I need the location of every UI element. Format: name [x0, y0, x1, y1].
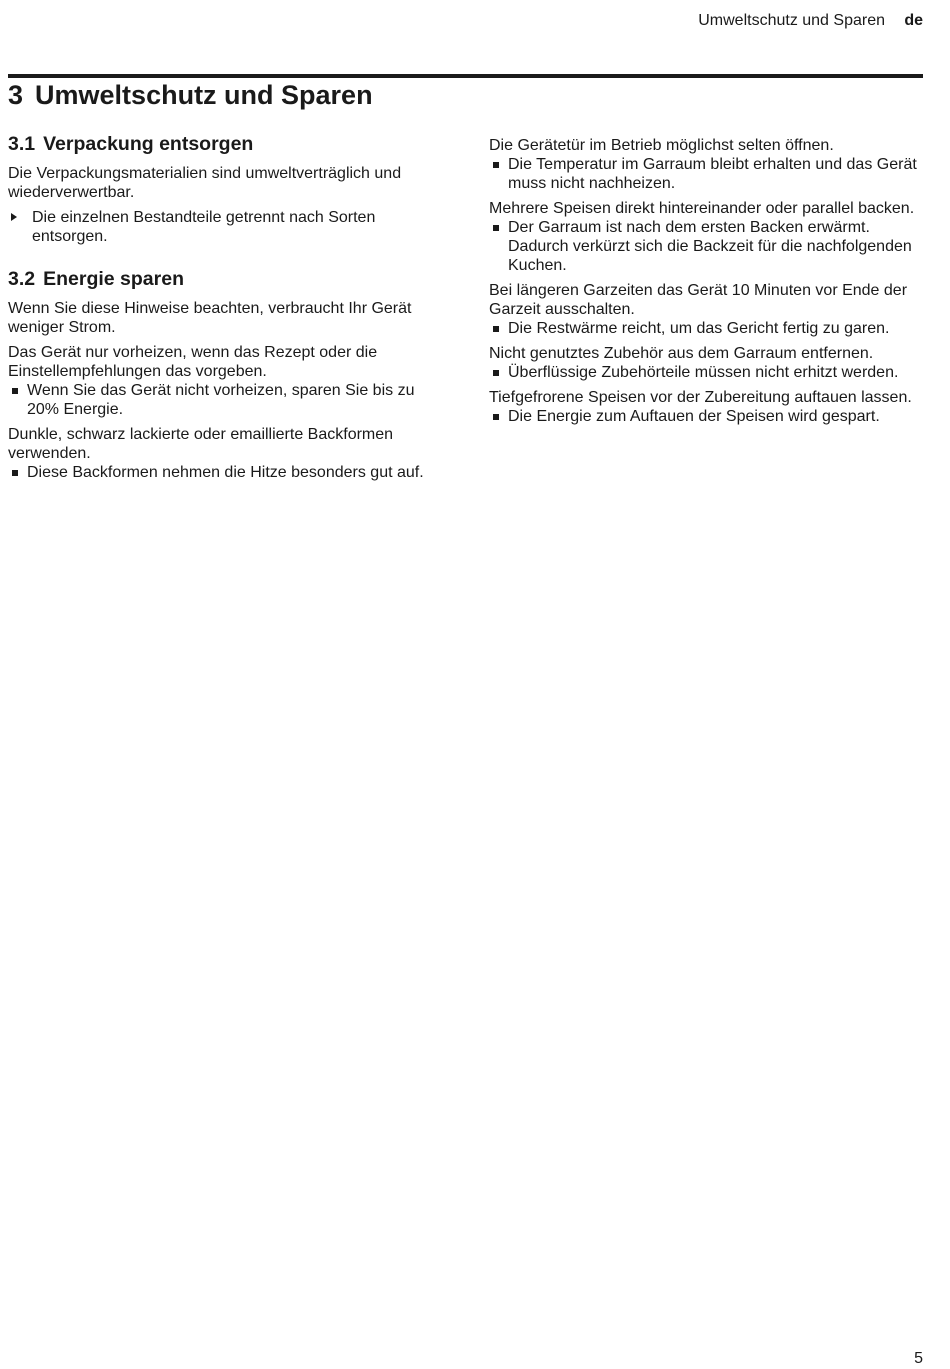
section-heading-3-2	[8, 267, 448, 291]
tip-text: Nicht genutztes Zubehör aus dem Garraum entfernen.	[489, 345, 874, 362]
language-code: de	[904, 12, 923, 29]
result-text: Die Temperatur im Garraum bleibt erhalten und das Gerät muss nicht nachheizen.	[508, 156, 917, 192]
square-bullet-icon	[493, 414, 499, 420]
right-column	[489, 136, 921, 426]
tip-result	[8, 463, 448, 482]
chapter-divider	[8, 74, 923, 78]
square-bullet-icon	[493, 326, 499, 332]
result-text: Diese Backformen nehmen die Hitze besonders gut auf.	[27, 464, 424, 481]
result-text: Wenn Sie das Gerät nicht vorheizen, sparen Sie bis zu 20% Energie.	[27, 382, 415, 418]
section-title: Energie sparen	[43, 268, 184, 290]
square-bullet-icon	[493, 225, 499, 231]
tip-text: Tiefgefrorene Speisen vor der Zubereitung auftauen lassen.	[489, 389, 912, 406]
tip-result	[489, 363, 921, 382]
square-bullet-icon	[12, 470, 18, 476]
chapter-title: Umweltschutz und Sparen	[35, 80, 373, 110]
tip-result	[489, 407, 921, 426]
tip-text: Bei längeren Garzeiten das Gerät 10 Minuten vor Ende der Garzeit ausschalten.	[489, 282, 908, 318]
tip-text: Die Gerätetür im Betrieb möglichst selten öffnen.	[489, 137, 834, 154]
running-header-title: Umweltschutz und Sparen	[698, 12, 885, 29]
chapter-heading	[8, 80, 373, 111]
square-bullet-icon	[493, 370, 499, 376]
result-text: Der Garraum ist nach dem ersten Backen erwärmt. Dadurch verkürzt sich die Backzeit für die nachfolgenden Kuchen.	[508, 219, 912, 274]
chapter-number: 3	[8, 80, 24, 110]
instruction-step	[8, 208, 448, 246]
tip-result	[8, 381, 448, 419]
section-number: 3.1	[8, 133, 36, 155]
instruction-text: Die einzelnen Bestandteile getrennt nach Sorten entsorgen.	[32, 209, 376, 245]
section-heading-3-1	[8, 132, 448, 156]
arrow-bullet-icon	[11, 213, 17, 221]
tip-result	[489, 218, 921, 275]
left-column	[8, 132, 448, 482]
section-number: 3.2	[8, 268, 36, 290]
tip-text: Dunkle, schwarz lackierte oder emaillierte Backformen verwenden.	[8, 426, 394, 462]
result-text: Die Energie zum Auftauen der Speisen wird gespart.	[508, 408, 880, 425]
page-number: 5	[914, 1350, 923, 1367]
section-paragraph: Wenn Sie diese Hinweise beachten, verbraucht Ihr Gerät weniger Strom.	[8, 300, 412, 336]
result-text: Die Restwärme reicht, um das Gericht fertig zu garen.	[508, 320, 890, 337]
tip-text: Mehrere Speisen direkt hintereinander oder parallel backen.	[489, 200, 915, 217]
section-title: Verpackung entsorgen	[43, 133, 254, 155]
square-bullet-icon	[12, 388, 18, 394]
result-text: Überflüssige Zubehörteile müssen nicht erhitzt werden.	[508, 364, 899, 381]
section-paragraph: Die Verpackungsmaterialien sind umweltverträglich und wiederverwertbar.	[8, 165, 402, 201]
square-bullet-icon	[493, 162, 499, 168]
tip-result	[489, 155, 921, 193]
tip-result	[489, 319, 921, 338]
tip-text: Das Gerät nur vorheizen, wenn das Rezept oder die Einstellempfehlungen das vorgeben.	[8, 344, 378, 380]
